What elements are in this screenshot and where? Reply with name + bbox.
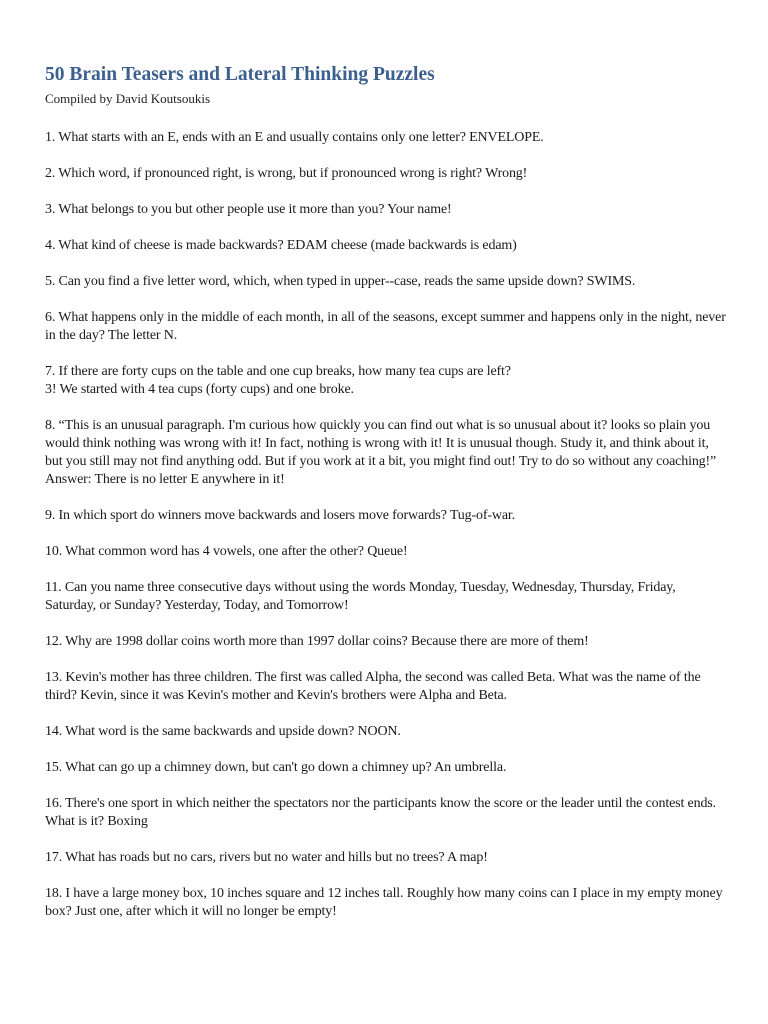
- puzzle-item: [45, 885, 727, 921]
- puzzle-text: 2. Which word, if pronounced right, is wrong, but if pronounced wrong is right? Wrong!: [45, 166, 528, 181]
- puzzle-item: [45, 723, 727, 741]
- puzzle-item: [45, 507, 727, 525]
- puzzle-item: [45, 201, 727, 219]
- puzzle-text: 13. Kevin's mother has three children. The first was called Alpha, the second was called Beta. What was the name of the third? Kevin, since it was Kevin's mother and Kevin's brothers were Alpha and Beta.: [45, 670, 701, 703]
- puzzle-text: 1. What starts with an E, ends with an E and usually contains only one letter? ENVELOPE.: [45, 130, 544, 145]
- puzzle-item: [45, 759, 727, 777]
- puzzle-text: 15. What can go up a chimney down, but can't go down a chimney up? An umbrella.: [45, 760, 507, 775]
- puzzle-answer: Answer: There is no letter E anywhere in it!: [45, 472, 285, 487]
- puzzle-answer: 3! We started with 4 tea cups (forty cups) and one broke.: [45, 382, 354, 397]
- puzzle-item: [45, 669, 727, 705]
- puzzle-text: 18. I have a large money box, 10 inches square and 12 inches tall. Roughly how many coins can I place in my empty money box? Just one, after which it will no longer be empty!: [45, 886, 723, 919]
- puzzle-text: 11. Can you name three consecutive days without using the words Monday, Tuesday, Wednesday, Thursday, Friday, Saturday, or Sunday? Yesterday, Today, and Tomorrow!: [45, 580, 676, 613]
- puzzle-item: [45, 237, 727, 255]
- puzzle-text: 14. What word is the same backwards and upside down? NOON.: [45, 724, 401, 739]
- puzzle-text: 12. Why are 1998 dollar coins worth more than 1997 dollar coins? Because there are more of them!: [45, 634, 589, 649]
- puzzle-text: 8. “This is an unusual paragraph. I'm curious how quickly you can find out what is so unusual about it? looks so plain you would think nothing was wrong with it! In fact, nothing is wrong with it! It is unusual though. Study it, and think about it, but you still may not find anything odd. But if you work at it a bit, you might find out! Try to do so without any coaching!”: [45, 418, 717, 469]
- puzzle-item: [45, 165, 727, 183]
- puzzle-item: [45, 543, 727, 561]
- puzzle-item: [45, 633, 727, 651]
- document-title: 50 Brain Teasers and Lateral Thinking Puzzles: [45, 64, 435, 85]
- puzzle-text: 5. Can you find a five letter word, which, when typed in upper--case, reads the same upside down? SWIMS.: [45, 274, 636, 289]
- puzzle-text: 10. What common word has 4 vowels, one after the other? Queue!: [45, 544, 408, 559]
- puzzle-text: 3. What belongs to you but other people use it more than you? Your name!: [45, 202, 452, 217]
- puzzle-text: 6. What happens only in the middle of each month, in all of the seasons, except summer and happens only in the night, never in the day? The letter N.: [45, 310, 726, 343]
- puzzle-text: 17. What has roads but no cars, rivers but no water and hills but no trees? A map!: [45, 850, 488, 865]
- puzzle-text: 7. If there are forty cups on the table and one cup breaks, how many tea cups are left?: [45, 364, 511, 379]
- puzzle-item: [45, 129, 727, 147]
- puzzle-item: [45, 309, 727, 345]
- puzzle-item: [45, 795, 727, 831]
- document-page: [45, 62, 727, 939]
- puzzle-item: [45, 579, 727, 615]
- puzzle-item: [45, 417, 727, 489]
- puzzle-item: [45, 363, 727, 399]
- puzzle-item: [45, 849, 727, 867]
- puzzle-text: 9. In which sport do winners move backwards and losers move forwards? Tug-of-war.: [45, 508, 515, 523]
- puzzle-text: 16. There's one sport in which neither the spectators nor the participants know the score or the leader until the contest ends. What is it? Boxing: [45, 796, 716, 829]
- puzzle-list: [45, 129, 727, 921]
- puzzle-text: 4. What kind of cheese is made backwards? EDAM cheese (made backwards is edam): [45, 238, 517, 253]
- puzzle-item: [45, 273, 727, 291]
- document-author: Compiled by David Koutsoukis: [45, 91, 211, 106]
